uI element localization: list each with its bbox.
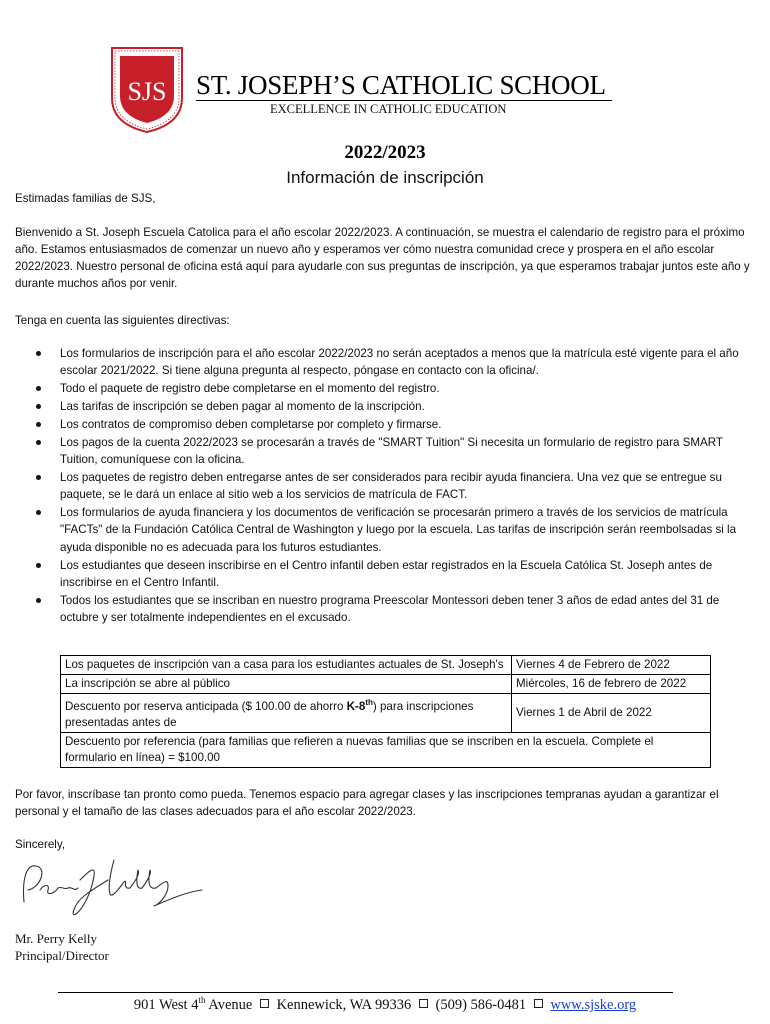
intro-paragraph: Bienvenido a St. Joseph Escuela Catolica para el año escolar 2022/2023. A continuación, se muestra el calendario de registro para el próximo año. Estamos entusiasmados de comenzar un nuevo año y esperamos ver cómo nuestra comunidad crece y prospera en el año escolar 2022/2023. Nuestro personal de oficina está aquí para ayudarle con sus preguntas de inscripción, ya que esperamos trabajar juntos este año y durante muchos años por venir. xyxy=(15,226,750,290)
footer-address-suffix: th xyxy=(198,995,206,1005)
table-row xyxy=(61,732,711,767)
directive-item: Los estudiantes que deseen inscribirse en el Centro infantil deben estar registrados en la Escuela Católica St. Joseph antes de inscribirse en el Centro Infantil. xyxy=(15,557,750,592)
handwritten-signature xyxy=(18,850,208,920)
document-subtitle: Información de inscripción xyxy=(286,168,484,187)
school-year-heading: 2022/2023 xyxy=(344,142,426,163)
seal-monogram: SJS xyxy=(127,77,167,106)
footer-phone: (509) 586-0481 xyxy=(435,996,527,1013)
square-separator-icon xyxy=(260,999,269,1008)
directive-item: Los paquetes de registro deben entregarse antes de ser considerados para recibir ayuda financiera. Una vez que se entregue su paquete, se le dará un enlace al sitio web a los servicios de matrícula de FACT. xyxy=(15,469,750,504)
school-name: ST. JOSEPH’S CATHOLIC SCHOOL xyxy=(196,70,606,100)
footer-address-street: Avenue xyxy=(205,996,253,1013)
directive-item: Los pagos de la cuenta 2022/2023 se procesarán a través de "SMART Tuition" Si necesita un formulario de registro para SMART Tuition, comuníquese con la oficina. xyxy=(15,434,750,469)
signer-block xyxy=(15,930,109,964)
schedule-date: Miércoles, 16 de febrero de 2022 xyxy=(512,675,711,694)
schedule-description: La inscripción se abre al público xyxy=(61,675,512,694)
directive-item: Todo el paquete de registro debe completarse en el momento del registro. xyxy=(15,380,750,397)
footer-website-link[interactable]: www.sjske.org xyxy=(550,996,637,1013)
grade-suffix: th xyxy=(365,698,373,707)
footer-divider xyxy=(58,992,673,993)
footer-address-number: 901 West 4 xyxy=(133,996,199,1013)
schedule-date: Viernes 4 de Febrero de 2022 xyxy=(512,656,711,675)
greeting: Estimadas familias de SJS, xyxy=(15,192,156,205)
desc-text: ) para inscripciones presentadas antes de xyxy=(65,699,474,729)
directives-intro: Tenga en cuenta las siguientes directivas: xyxy=(15,314,230,327)
footer-city: Kennewick, WA 99336 xyxy=(276,996,412,1013)
schedule-description: Los paquetes de inscripción van a casa para los estudiantes actuales de St. Joseph's xyxy=(61,656,512,675)
letterhead-divider xyxy=(196,100,612,101)
directive-item: Los contratos de compromiso deben completarse por completo y firmarse. xyxy=(15,416,750,433)
sign-off: Sincerely, xyxy=(15,838,66,851)
school-seal-logo xyxy=(108,42,186,134)
desc-text: Descuento por reserva anticipada ($ 100.00 de ahorro xyxy=(65,699,347,713)
directive-item: Todos los estudiantes que se inscriban en nuestro programa Preescolar Montessori deben tener 3 años de edad antes del 31 de octubre y ser totalmente independientes en el excusado. xyxy=(15,592,750,627)
directives-list xyxy=(15,345,750,627)
closing-paragraph: Por favor, inscríbase tan pronto como pueda. Tenemos espacio para agregar clases y las inscripciones tempranas ayudan a garantizar el personal y el tamaño de las clases adecuados para el año escolar 2022/2023. xyxy=(15,788,719,818)
schedule-date: Viernes 1 de Abril de 2022 xyxy=(512,694,711,733)
signer-title: Principal/Director xyxy=(15,948,109,963)
registration-schedule-table xyxy=(60,655,711,768)
referral-discount: Descuento por referencia (para familias que refieren a nuevas familias que se inscriben en la escuela. Complete el formulario en línea) = $100.00 xyxy=(61,732,711,767)
signer-name: Mr. Perry Kelly xyxy=(15,931,97,946)
table-row xyxy=(61,656,711,675)
schedule-description xyxy=(61,694,512,733)
grade-range: K-8 xyxy=(346,699,366,713)
school-tagline: EXCELLENCE IN CATHOLIC EDUCATION xyxy=(270,102,507,116)
directive-item: Las tarifas de inscripción se deben pagar al momento de la inscripción. xyxy=(15,398,750,415)
table-row xyxy=(61,675,711,694)
footer-contact xyxy=(0,995,770,1014)
directive-item: Los formularios de ayuda financiera y los documentos de verificación se procesarán primero a través de los servicios de matrícula "FACTs" de la Fundación Católica Central de Washington y luego por la escuela. Las tarifas de inscripción serán reembolsadas si la ayuda disponible no es adecuada para los futuros estudiantes. xyxy=(15,504,750,556)
table-row xyxy=(61,694,711,733)
square-separator-icon xyxy=(534,999,543,1008)
directive-item: Los formularios de inscripción para el año escolar 2022/2023 no serán aceptados a menos que la matrícula esté vigente para el año escolar 2021/2022. Si tiene alguna pregunta al respecto, póngase en contacto con la oficina/. xyxy=(15,345,750,380)
square-separator-icon xyxy=(419,999,428,1008)
